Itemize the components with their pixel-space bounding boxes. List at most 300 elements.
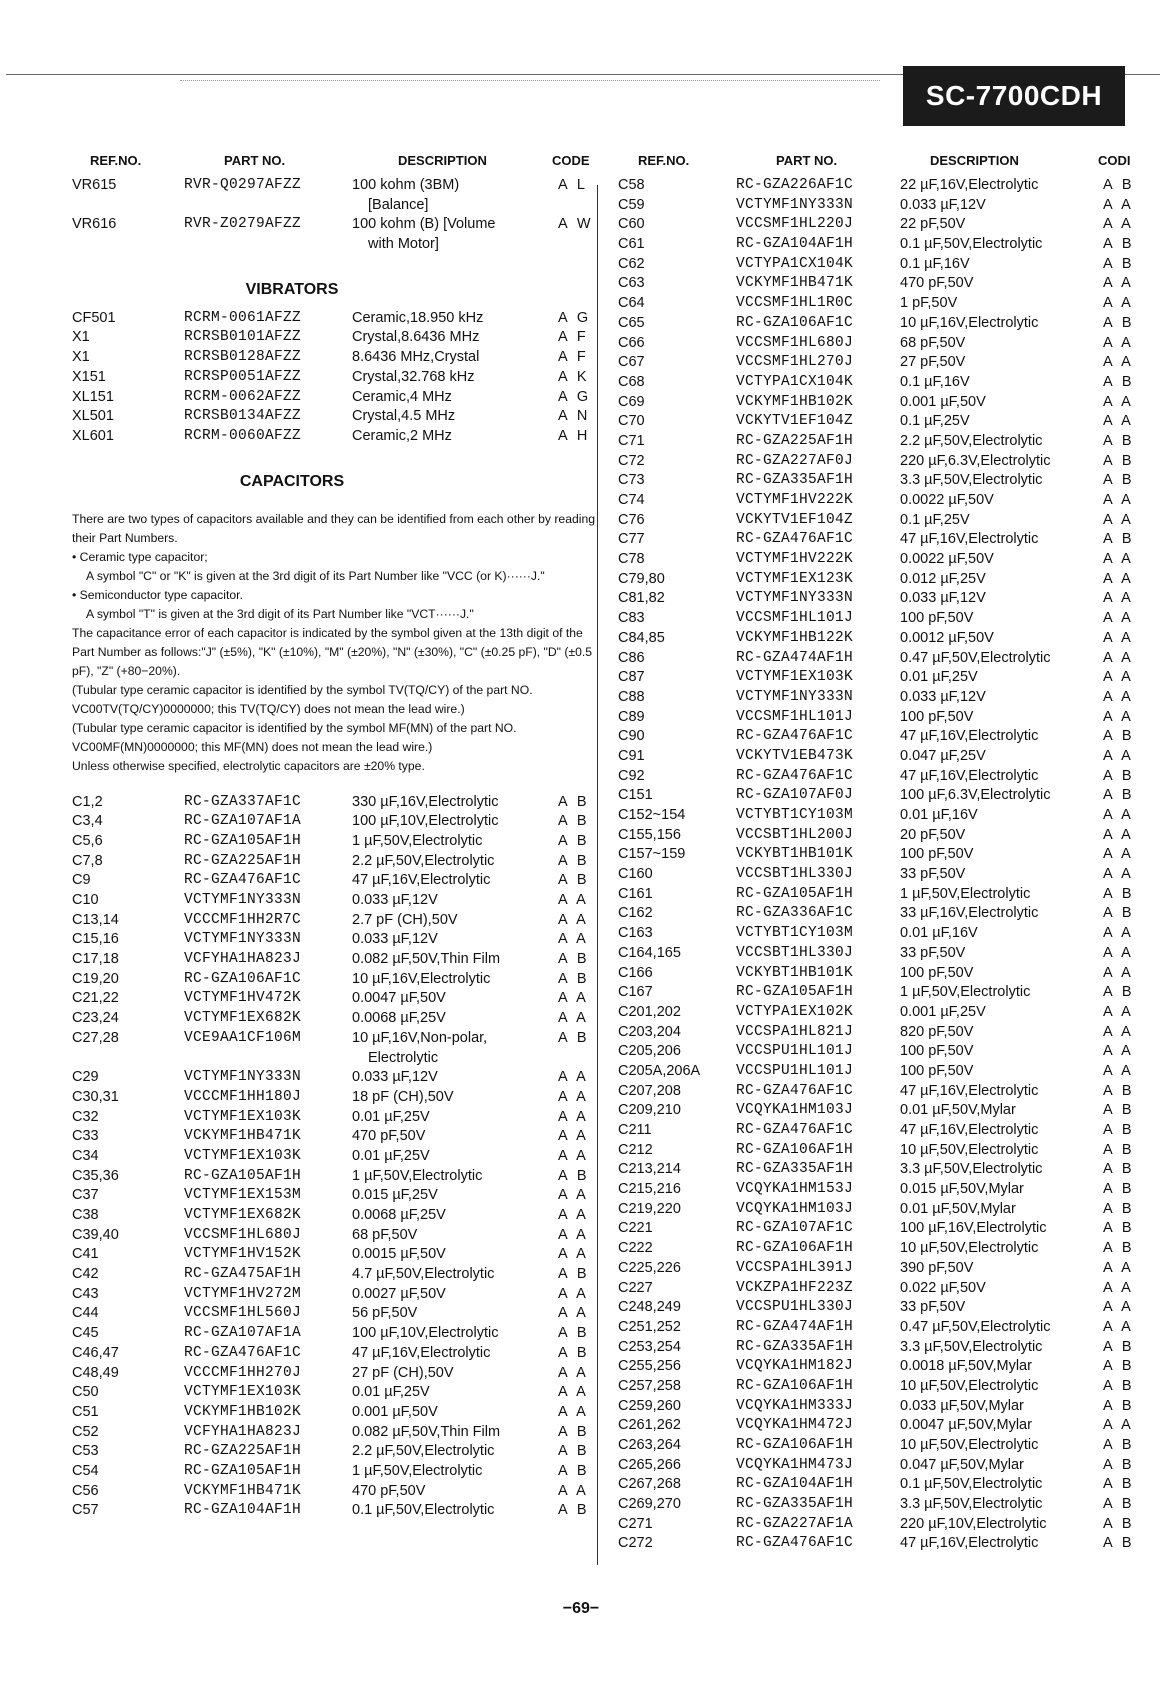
ref-no: C72 [618, 452, 645, 469]
price-code: A A [1103, 629, 1134, 646]
ref-no: C63 [618, 275, 645, 292]
price-code: A B [1103, 1161, 1135, 1178]
price-code: A B [1103, 1338, 1135, 1355]
description: 0.01 µF,25V [352, 1147, 430, 1164]
price-code: A B [558, 1029, 590, 1046]
table-row [618, 1102, 1162, 1122]
table-row [618, 748, 1162, 768]
price-code: A B [1103, 767, 1135, 784]
description: 0.01 µF,16V [900, 925, 978, 942]
capacitors-title: CAPACITORS [239, 472, 345, 490]
table-row [618, 1339, 1162, 1359]
table-row [72, 872, 592, 892]
table-row [72, 853, 592, 873]
part-no: VCTYMF1HV152K [184, 1246, 302, 1263]
table-row [618, 453, 1162, 473]
header-part: PART NO. [224, 153, 286, 168]
table-row [618, 1063, 1162, 1083]
part-no: VCKYMF1HB122K [736, 629, 854, 646]
part-no: VCTYMF1HV222K [736, 492, 854, 508]
part-no: RCRSB0101AFZZ [184, 329, 302, 346]
ref-no: C30,31 [72, 1088, 119, 1105]
ref-no: X1 [72, 329, 90, 346]
ref-no: C88 [618, 688, 645, 705]
right-capacitors-list [618, 177, 1162, 1555]
table-row [618, 984, 1162, 1004]
part-no: RC-GZA105AF1H [736, 885, 854, 902]
table-row [72, 1207, 592, 1227]
price-code: A B [558, 951, 590, 968]
price-code: A A [1103, 511, 1134, 528]
ref-no: C83 [618, 610, 645, 627]
description: 470 pF,50V [900, 275, 974, 292]
description: Ceramic,2 MHz [352, 427, 452, 444]
note-line: • Ceramic type capacitor; [72, 549, 208, 564]
price-code: A B [1103, 905, 1135, 922]
description: 3.3 µF,50V,Electrolytic [900, 1496, 1043, 1513]
price-code: A A [1103, 1417, 1134, 1434]
description: 0.001 µF,50V [900, 393, 986, 410]
part-no: VCCSMF1HL680J [184, 1226, 302, 1243]
part-no: RC-GZA474AF1H [736, 649, 854, 666]
description: Ceramic,18.950 kHz [352, 309, 484, 326]
price-code: A B [1103, 1535, 1135, 1552]
description: 100 kohm (B) [Volume [352, 216, 496, 233]
price-code: A B [558, 832, 590, 849]
ref-no: XL601 [72, 427, 114, 444]
price-code: A N [558, 408, 591, 425]
note-line: The capacitance error of each capacitor is indicated by the symbol given at the 13th digit of the Part Number as follows:"J" (±5%), "K" (±10%), "M" (±20%), "N" (±30%), "C" (±0.25 pF), "D" (±0.5 pF), "Z" (+80−20%). [72, 625, 593, 678]
ref-no: C215,216 [618, 1181, 681, 1198]
part-no: VCTYMF1NY333N [736, 196, 854, 213]
table-row [618, 787, 1162, 807]
part-no: RC-GZA476AF1C [184, 872, 302, 889]
description: 22 µF,16V,Electrolytic [900, 177, 1039, 193]
ref-no: C5,6 [72, 832, 103, 849]
table-row [618, 1437, 1162, 1457]
table-row [72, 1266, 592, 1286]
ref-no: C61 [618, 236, 645, 253]
table-row [618, 1024, 1162, 1044]
ref-no: C71 [618, 432, 645, 449]
description: 0.47 µF,50V,Electrolytic [900, 1318, 1051, 1335]
description: 10 µF,16V,Non-polar, [352, 1029, 488, 1046]
part-no: VCKYMF1HB471K [736, 275, 854, 292]
part-no: VCCCMF1HH2R7C [184, 911, 302, 928]
table-row [618, 1457, 1162, 1477]
ref-no: C265,266 [618, 1456, 681, 1473]
part-no: VCCSMF1HL270J [736, 354, 854, 371]
table-row [618, 1161, 1162, 1181]
table-row [72, 1089, 592, 1109]
description: 0.0047 µF,50V [352, 990, 446, 1007]
price-code: A A [1103, 688, 1134, 705]
description: 3.3 µF,50V,Electrolytic [900, 1338, 1043, 1355]
description: 0.47 µF,50V,Electrolytic [900, 649, 1051, 666]
price-code: A B [1103, 373, 1135, 390]
price-code: A A [558, 911, 589, 928]
ref-no: C21,22 [72, 990, 119, 1007]
part-no: VCKYMF1HB102K [736, 393, 854, 410]
part-no: VCKYBT1HB101K [736, 964, 854, 981]
ref-no: C272 [618, 1535, 653, 1552]
price-code: A K [558, 368, 590, 385]
description: 68 pF,50V [900, 334, 966, 351]
price-code: A A [558, 1482, 589, 1499]
table-row [72, 1148, 592, 1168]
ref-no: C23,24 [72, 1010, 119, 1027]
part-no: RC-GZA335AF1H [736, 1338, 854, 1355]
price-code: A G [558, 388, 592, 405]
price-code: A A [558, 1305, 589, 1322]
table-row [72, 1443, 592, 1463]
table-row [72, 369, 592, 389]
price-code: A A [1103, 354, 1134, 371]
part-no: VCTYMF1NY333N [184, 1069, 302, 1086]
part-no: VCTYPA1CX104K [736, 373, 854, 390]
price-code: A B [1103, 1496, 1135, 1513]
price-code: A A [1103, 1259, 1134, 1276]
ref-no: C89 [618, 708, 645, 725]
part-no: RC-GZA476AF1C [736, 1082, 854, 1099]
ref-no: C219,220 [618, 1200, 681, 1217]
price-code: A B [1103, 1397, 1135, 1414]
ref-no: C51 [72, 1403, 99, 1420]
ref-no: C211 [618, 1122, 652, 1138]
note-line: (Tubular type ceramic capacitor is identified by the symbol MF(MN) of the part NO. VC00MF(MN)0000000; this MF(MN) does not mean the lead wire.) [72, 720, 517, 754]
table-row [618, 374, 1162, 394]
table-row [72, 1384, 592, 1404]
ref-no: C46,47 [72, 1344, 119, 1361]
table-row [72, 1286, 592, 1306]
description: 0.0022 µF,50V [900, 492, 994, 508]
ref-no: C162 [618, 905, 653, 922]
price-code: A B [1103, 432, 1135, 449]
description: 0.015 µF,25V [352, 1187, 438, 1204]
table-row [618, 1043, 1162, 1063]
ref-no: C225,226 [618, 1259, 681, 1276]
ref-no: CF501 [72, 309, 116, 326]
table-row [618, 1417, 1162, 1437]
ref-no: C50 [72, 1384, 99, 1401]
description: Ceramic,4 MHz [352, 388, 452, 405]
ref-no: C19,20 [72, 970, 119, 987]
table-row [618, 335, 1162, 355]
price-code: A A [1103, 413, 1134, 430]
ref-no: X1 [72, 349, 90, 366]
ref-no: C81,82 [618, 590, 665, 607]
table-row [72, 1424, 592, 1444]
ref-no: C45 [72, 1325, 99, 1342]
price-code: A A [1103, 1279, 1134, 1296]
description: 0.0018 µF,50V,Mylar [900, 1358, 1032, 1375]
ref-no: C212 [618, 1141, 653, 1158]
table-row [72, 1404, 592, 1424]
description: 47 µF,16V,Electrolytic [352, 872, 491, 889]
table-row [72, 177, 592, 197]
table-row [72, 951, 592, 971]
ref-no: C205A,206A [618, 1062, 701, 1079]
ref-no: C79,80 [618, 570, 665, 587]
table-row [618, 1398, 1162, 1418]
table-row [618, 866, 1162, 886]
table-row [618, 197, 1162, 217]
header-ref: REF.NO. [638, 153, 690, 168]
price-code: A A [558, 1384, 589, 1401]
table-row [618, 1240, 1162, 1260]
ref-no: C1,2 [72, 793, 103, 810]
description: 100 pF,50V [900, 1062, 974, 1079]
description: 47 µF,16V,Electrolytic [900, 1535, 1039, 1552]
price-code: A H [558, 427, 591, 444]
ref-no: C10 [72, 892, 99, 908]
price-code: A B [1103, 885, 1135, 902]
table-row [618, 1181, 1162, 1201]
table-row [618, 571, 1162, 591]
table-row [72, 1325, 592, 1345]
note-line: A symbol "T" is given at the 3rd digit of its Part Number like "VCT······J." [86, 606, 474, 621]
part-no: VCTYMF1EX103K [184, 1147, 302, 1164]
part-no: VCQYKA1HM473J [736, 1456, 854, 1473]
ref-no: C62 [618, 255, 645, 272]
price-code: A B [1103, 984, 1135, 1001]
table-row [618, 846, 1162, 866]
price-code: A A [1103, 551, 1134, 568]
description: 470 pF,50V [352, 1128, 426, 1145]
description: 0.082 µF,50V,Thin Film [352, 1423, 501, 1440]
part-no: RC-GZA106AF1H [736, 1377, 854, 1394]
description: 10 µF,50V,Electrolytic [900, 1240, 1039, 1257]
description: 0.0068 µF,25V [352, 1207, 446, 1223]
ref-no: C65 [618, 314, 645, 331]
ref-no: C160 [618, 866, 653, 883]
description: 0.033 µF,12V [352, 892, 438, 908]
table-row [618, 807, 1162, 827]
part-no: VCTYMF1HV222K [736, 551, 854, 568]
price-code: A A [1103, 1023, 1134, 1040]
price-code: A A [558, 1069, 589, 1086]
ref-no: C203,204 [618, 1023, 681, 1040]
price-code: A B [1103, 1102, 1135, 1119]
part-no: VCTYMF1EX103K [736, 669, 854, 686]
part-no: VCQYKA1HM103J [736, 1200, 854, 1217]
table-row [72, 1463, 592, 1483]
part-no: RC-GZA335AF1H [736, 1496, 854, 1513]
price-code: A B [558, 1167, 590, 1184]
price-code: A L [558, 177, 588, 193]
part-no: RC-GZA106AF1H [736, 1141, 854, 1158]
part-no: VCCSBT1HL200J [736, 826, 854, 843]
table-row [618, 394, 1162, 414]
description: 0.0027 µF,50V [352, 1285, 446, 1302]
table-row [618, 709, 1162, 729]
desc-continuation: with Motor] [368, 236, 439, 253]
part-no: RC-GZA105AF1H [736, 984, 854, 1001]
part-no: RC-GZA476AF1C [736, 728, 854, 745]
description: 27 pF,50V [900, 354, 966, 371]
table-row [618, 1260, 1162, 1280]
price-code: A A [558, 990, 589, 1007]
description: 0.047 µF,50V,Mylar [900, 1456, 1024, 1473]
table-row [72, 1128, 592, 1148]
price-code: A B [1103, 1141, 1135, 1158]
table-row [618, 689, 1162, 709]
top-rule-dotted [180, 80, 880, 81]
ref-no: C257,258 [618, 1377, 681, 1394]
part-no: RC-GZA107AF1A [184, 1325, 302, 1342]
right-header-row [618, 153, 1162, 177]
ref-no: C69 [618, 393, 645, 410]
description: 0.01 µF,25V [352, 1384, 430, 1401]
price-code: A B [1103, 255, 1135, 272]
header-part: PART NO. [776, 153, 838, 168]
part-no: VCTYMF1NY333N [184, 892, 302, 908]
ref-no: C35,36 [72, 1167, 119, 1184]
table-row [72, 216, 592, 236]
table-row [618, 551, 1162, 571]
table-row [618, 413, 1162, 433]
price-code: A B [558, 793, 590, 810]
ref-no: C7,8 [72, 852, 103, 869]
description: 1 µF,50V,Electrolytic [352, 832, 483, 849]
ref-no: C248,249 [618, 1299, 681, 1316]
part-no: RC-GZA476AF1C [736, 531, 854, 548]
description: 100 µF,10V,Electrolytic [352, 1325, 499, 1342]
part-no: RC-GZA106AF1H [736, 1437, 854, 1453]
price-code: A A [1103, 649, 1134, 666]
part-no: RC-GZA105AF1H [184, 1167, 302, 1184]
table-row [618, 965, 1162, 985]
ref-no: C209,210 [618, 1102, 681, 1119]
part-no: RC-GZA107AF1C [736, 1220, 854, 1237]
part-no: VCQYKA1HM103J [736, 1102, 854, 1119]
price-code: A B [558, 1502, 590, 1519]
desc-continuation: Electrolytic [368, 1049, 439, 1066]
part-no: VCTYPA1CX104K [736, 255, 854, 272]
ref-no: C32 [72, 1108, 99, 1125]
left-top-rows [72, 177, 592, 256]
price-code: A B [558, 1266, 590, 1283]
table-row [72, 1483, 592, 1503]
continuation-line [72, 197, 592, 217]
part-no: VCCSMF1HL680J [736, 334, 854, 351]
table-row [618, 1535, 1162, 1555]
vibrators-list [72, 310, 592, 448]
table-row [618, 1476, 1162, 1496]
description: 100 µF,6.3V,Electrolytic [900, 787, 1051, 804]
description: 0.012 µF,25V [900, 570, 986, 587]
ref-no: XL501 [72, 408, 114, 425]
description: 100 pF,50V [900, 610, 974, 627]
table-row [618, 1004, 1162, 1024]
part-no: VCCSPA1HL821J [736, 1023, 854, 1040]
description: Crystal,8.6436 MHz [352, 329, 480, 346]
table-row [72, 912, 592, 932]
part-no: VCCSMF1HL101J [736, 610, 854, 627]
table-row [618, 236, 1162, 256]
description: 0.033 µF,12V [900, 196, 986, 213]
ref-no: C41 [72, 1246, 99, 1263]
ref-no: C13,14 [72, 911, 119, 928]
price-code: A B [1103, 1122, 1135, 1138]
ref-no: C259,260 [618, 1397, 681, 1414]
price-code: A A [1103, 570, 1134, 587]
price-code: A A [1103, 334, 1134, 351]
price-code: A A [1103, 1062, 1134, 1079]
price-code: A B [1103, 1181, 1135, 1198]
description: 0.1 µF,50V,Electrolytic [900, 236, 1043, 253]
continuation-line [72, 1050, 592, 1070]
left-header-row [72, 153, 592, 177]
table-row [72, 931, 592, 951]
description: 220 µF,10V,Electrolytic [900, 1515, 1047, 1532]
description: 1 µF,50V,Electrolytic [900, 885, 1031, 902]
description: 1 µF,50V,Electrolytic [352, 1462, 483, 1479]
ref-no: C261,262 [618, 1417, 681, 1434]
price-code: A A [1103, 393, 1134, 410]
ref-no: C201,202 [618, 1003, 681, 1020]
header-desc: DESCRIPTION [398, 153, 487, 168]
description: 0.0068 µF,25V [352, 1010, 446, 1027]
price-code: A A [1103, 866, 1134, 883]
ref-no: C15,16 [72, 931, 119, 948]
description: 0.01 µF,25V [352, 1108, 430, 1125]
description: 20 pF,50V [900, 826, 966, 843]
price-code: A A [1103, 1318, 1134, 1335]
price-code: A A [558, 1226, 589, 1243]
description: 47 µF,16V,Electrolytic [900, 767, 1039, 784]
description: 33 pF,50V [900, 944, 966, 961]
description: 27 pF (CH),50V [352, 1364, 454, 1381]
description: 33 µF,16V,Electrolytic [900, 905, 1039, 922]
table-row [72, 1502, 592, 1522]
ref-no: C73 [618, 472, 645, 489]
description: 47 µF,16V,Electrolytic [900, 1122, 1039, 1138]
table-row [618, 1319, 1162, 1339]
ref-no: C43 [72, 1285, 99, 1302]
price-code: A A [558, 1364, 589, 1381]
part-no: RC-GZA336AF1C [736, 905, 854, 922]
ref-no: C166 [618, 964, 653, 981]
description: 2.2 µF,50V,Electrolytic [352, 852, 495, 869]
table-row [72, 833, 592, 853]
ref-no: C255,256 [618, 1358, 681, 1375]
ref-no: C263,264 [618, 1437, 681, 1453]
description: 0.082 µF,50V,Thin Film [352, 951, 501, 968]
note-line: • Semiconductor type capacitor. [72, 587, 243, 602]
price-code: A A [558, 1108, 589, 1125]
description: 330 µF,16V,Electrolytic [352, 793, 499, 810]
description: 0.033 µF,12V [900, 590, 986, 607]
capacitor-notes [72, 510, 597, 776]
price-code: A A [1103, 295, 1134, 312]
ref-no: C90 [618, 728, 645, 745]
header-desc: DESCRIPTION [930, 153, 1019, 168]
description: 0.1 µF,16V [900, 373, 970, 390]
ref-no: C17,18 [72, 951, 119, 968]
ref-no: C86 [618, 649, 645, 666]
description: 2.7 pF (CH),50V [352, 911, 458, 928]
description: 4.7 µF,50V,Electrolytic [352, 1266, 495, 1283]
table-row [618, 1358, 1162, 1378]
description: 2.2 µF,50V,Electrolytic [352, 1443, 495, 1460]
price-code: A B [1103, 1240, 1135, 1257]
part-no: VCCSMF1HL101J [736, 708, 854, 725]
table-row [618, 886, 1162, 906]
price-code: A B [558, 1325, 590, 1342]
ref-no: C91 [618, 747, 645, 764]
description: 0.1 µF,16V [900, 255, 970, 272]
